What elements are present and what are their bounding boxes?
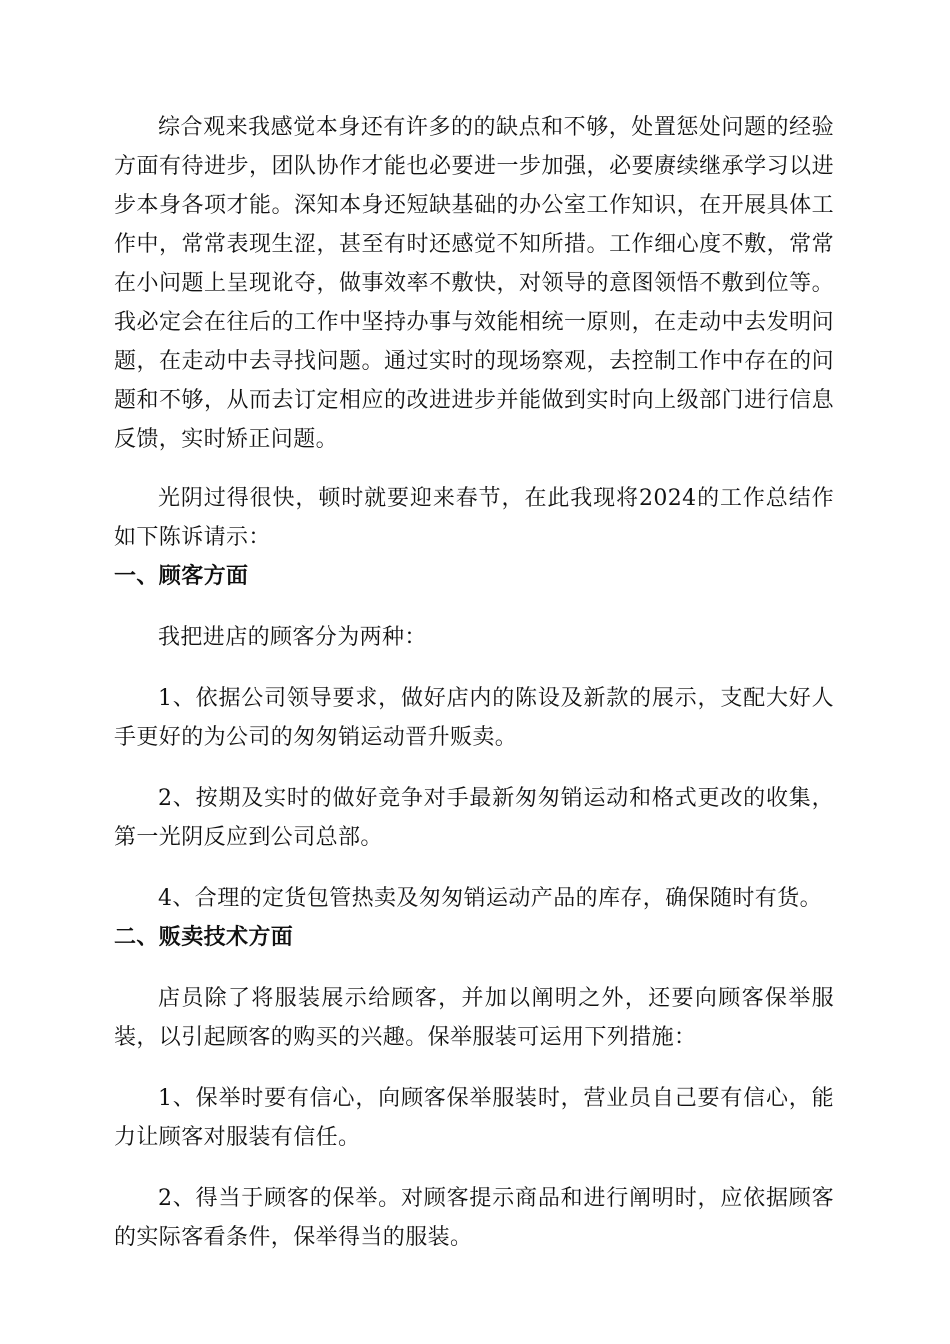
section-heading-customers: 一、顾客方面: [114, 563, 249, 589]
list-item-display: 1、依据公司领导要求，做好店内的陈设及新款的展示，支配大好人手更好的为公司的匆匆销运动晋升贩卖。: [114, 686, 834, 750]
document-page: [114, 108, 834, 1257]
paragraph-self-assessment: 综合观来我感觉本身还有许多的的缺点和不够，处置惩处问题的经验方面有待进步，团队协作才能也必要进一步加强，必要赓续继承学习以进步本身各项才能。深知本身还短缺基础的办公室工作知识，在开展具体工作中，常常表现生涩，甚至有时还感觉不知所措。工作细心度不敷，常常在小问题上呈现讹夺，做事效率不敷快，对领导的意图领悟不敷到位等。我必定会在往后的工作中坚持办事与效能相统一原则，在走动中去发明问题，在走动中去寻找问题。通过实时的现场察观，去控制工作中存在的问题和不够，从而去订定相应的改进进步并能做到实时向上级部门进行信息反馈，实时矫正问题。: [114, 115, 834, 452]
paragraph-intro: 光阴过得很快，顿时就要迎来春节，在此我现将2024的工作总结作如下陈诉请示：: [114, 486, 834, 550]
paragraph-recommend: 店员除了将服装展示给顾客，并加以阐明之外，还要向顾客保举服装，以引起顾客的购买的兴趣。保举服装可运用下列措施：: [114, 986, 834, 1050]
section-heading-sales-skills: 二、贩卖技术方面: [114, 924, 294, 950]
list-item-competitor: 2、按期及实时的做好竞争对手最新匆匆销运动和格式更改的收集，第一光阴反应到公司总部。: [114, 786, 834, 850]
list-item-appropriate: 2、得当于顾客的保举。对顾客提示商品和进行阐明时，应依据顾客的实际客看条件，保举得当的服装。: [114, 1186, 834, 1250]
paragraph-customer-types: 我把进店的顾客分为两种：: [158, 625, 427, 650]
list-item-confidence: 1、保举时要有信心，向顾客保举服装时，营业员自己要有信心，能力让顾客对服装有信任。: [114, 1086, 834, 1150]
list-item-inventory: 4、合理的定货包管热卖及匆匆销运动产品的库存，确保随时有货。: [158, 886, 822, 911]
